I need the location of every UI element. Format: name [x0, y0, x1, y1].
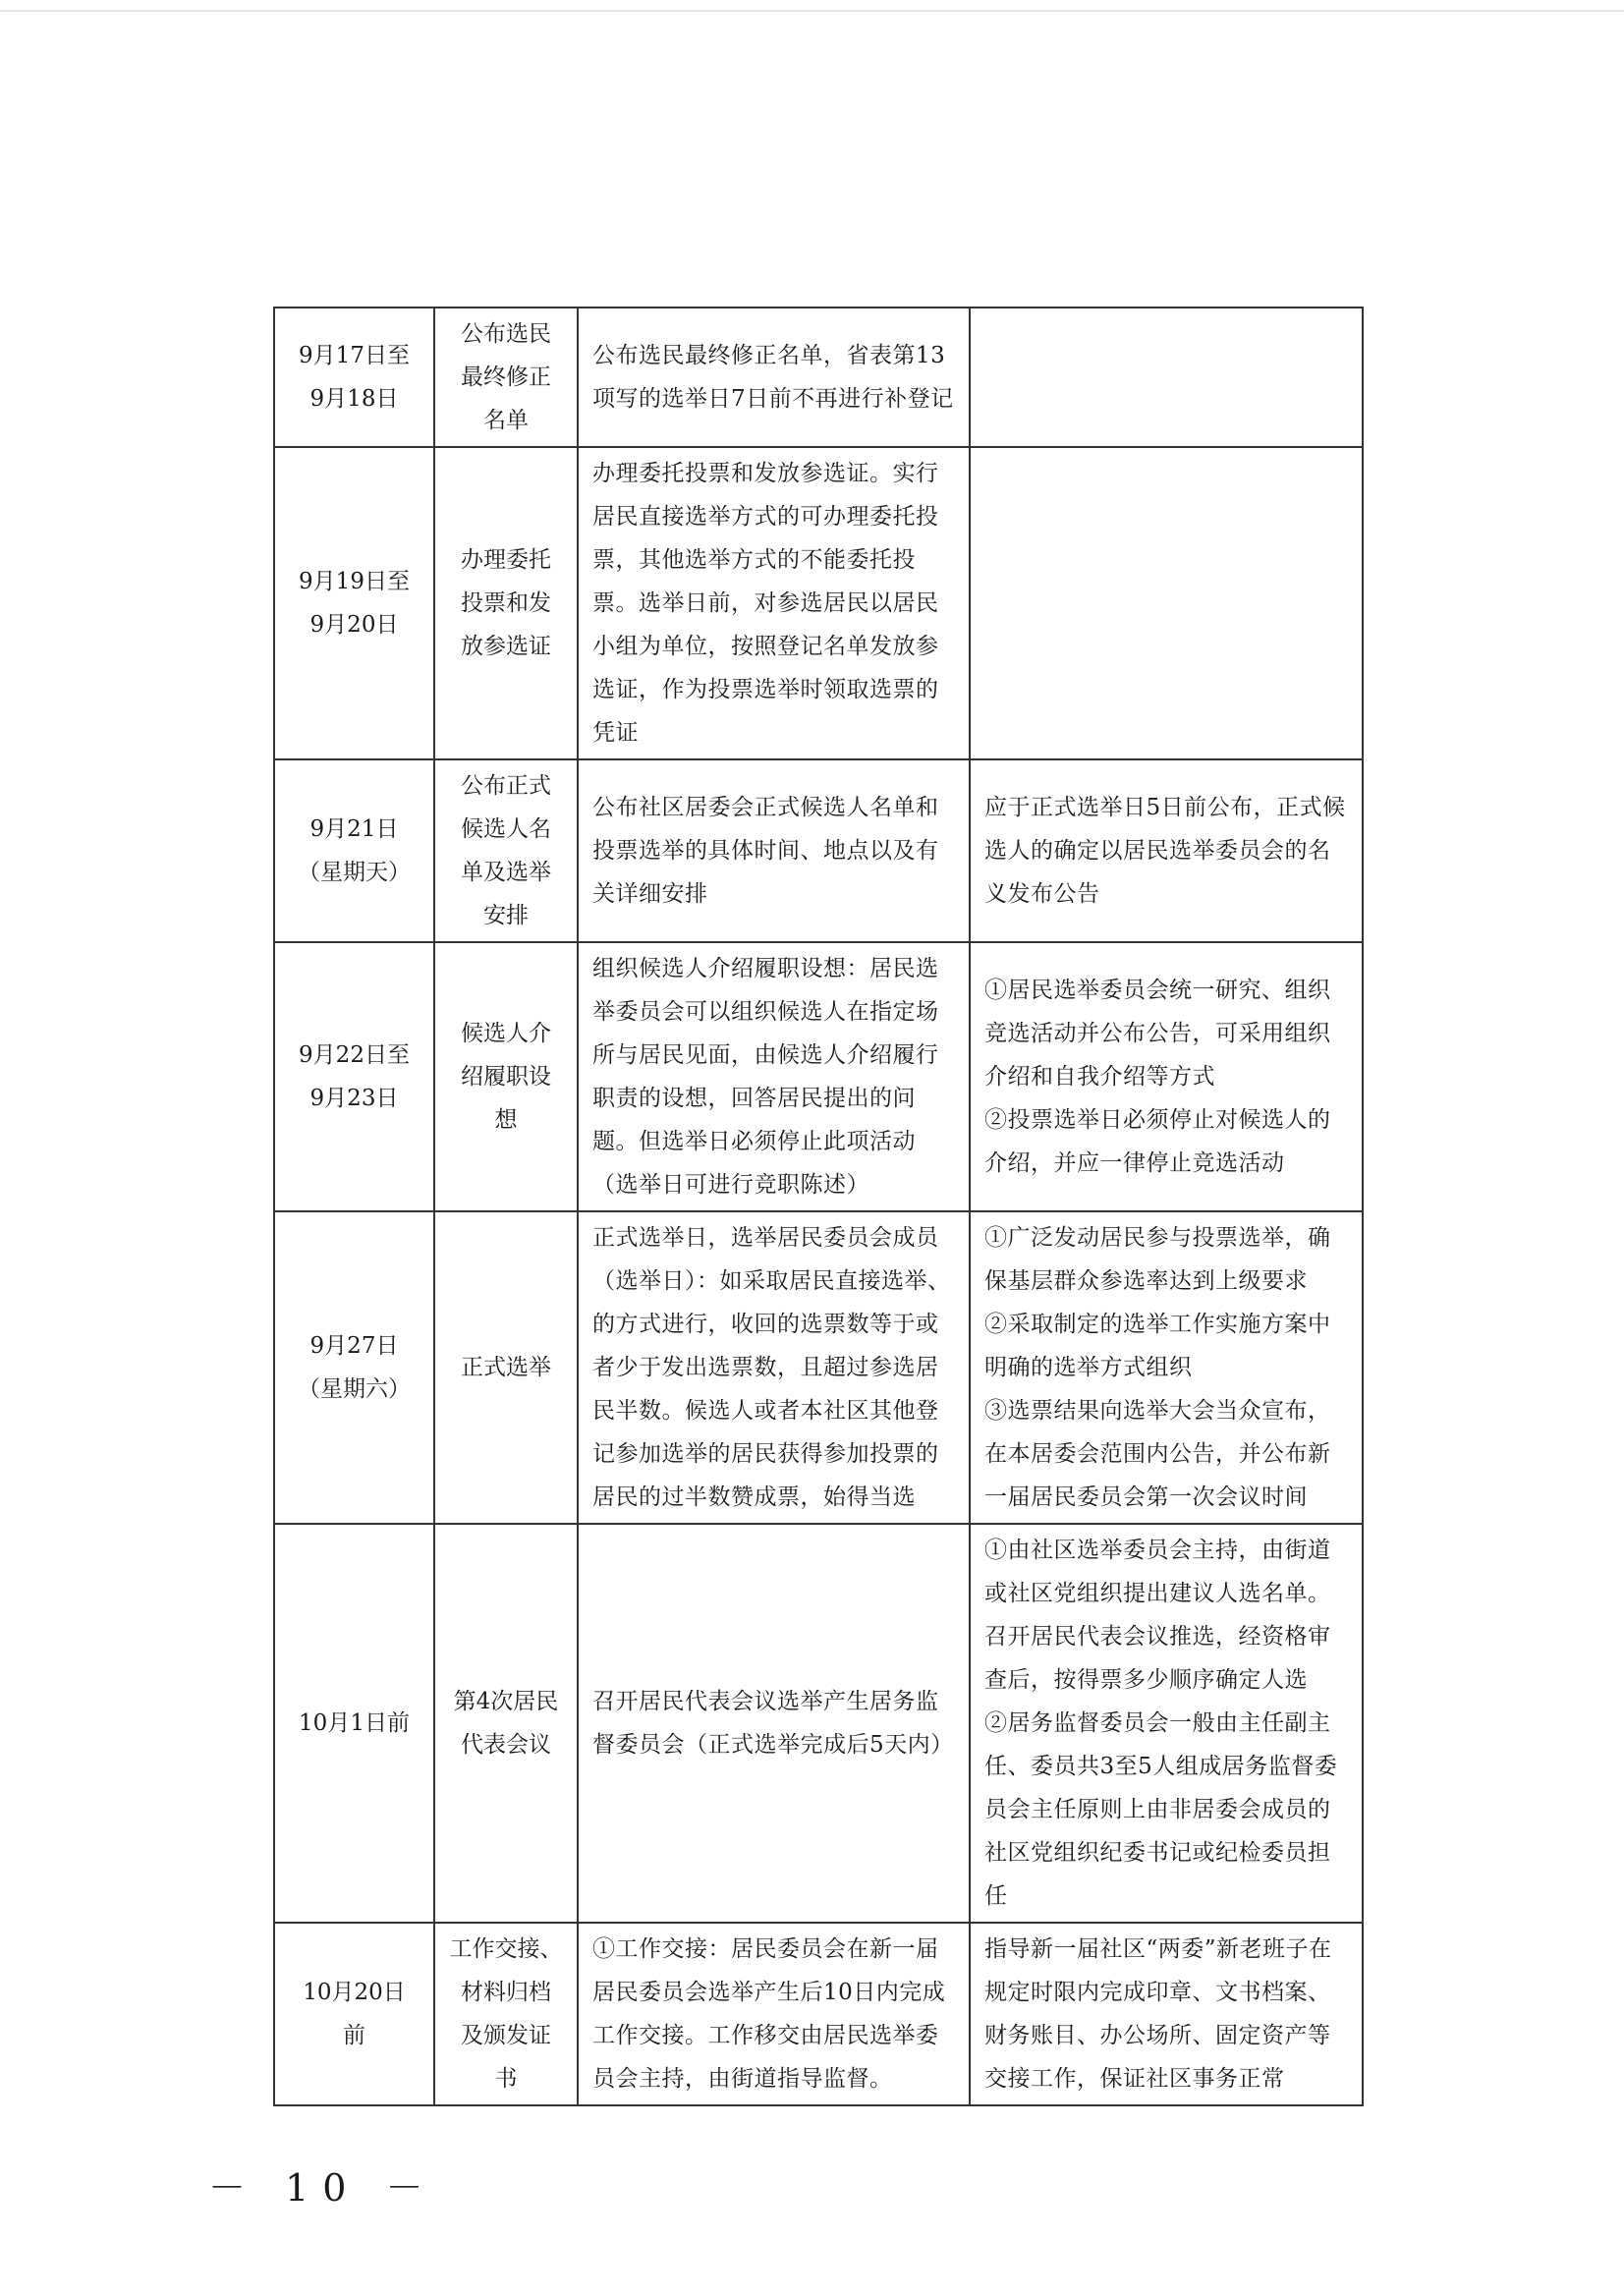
item-cell: 正式选举	[434, 1211, 578, 1524]
date-cell: 9月17日至 9月18日	[274, 308, 434, 447]
page-number: － 10 －	[208, 2166, 437, 2210]
date-cell: 9月21日 （星期天）	[274, 759, 434, 942]
note-cell: ①由社区选举委员会主持，由街道或社区党组织提出建议人选名单。召开居民代表会议推选，经资格审查后，按得票多少顺序确定人选 ②居务监督委员会一般由主任副主任、委员共3至5人组成居务监督委员会主任原则上由非居委会成员的社区党组织纪委书记或纪检委员担任	[970, 1524, 1363, 1923]
date-cell: 10月1日前	[274, 1524, 434, 1923]
item-cell: 公布选民 最终修正 名单	[434, 308, 578, 447]
content-cell: 公布社区居委会正式候选人名单和投票选举的具体时间、地点以及有关详细安排	[578, 759, 970, 942]
table-row	[274, 1211, 1363, 1524]
content-cell: 办理委托投票和发放参选证。实行居民直接选举方式的可办理委托投票，其他选举方式的不能委托投票。选举日前，对参选居民以居民小组为单位，按照登记名单发放参选证，作为投票选举时领取选票的凭证	[578, 447, 970, 759]
table-row	[274, 308, 1363, 447]
table-row	[274, 759, 1363, 942]
note-cell	[970, 447, 1363, 759]
date-cell: 9月22日至 9月23日	[274, 942, 434, 1211]
table-row	[274, 447, 1363, 759]
note-cell: 指导新一届社区“两委”新老班子在规定时限内完成印章、文书档案、财务账目、办公场所、固定资产等交接工作，保证社区事务正常	[970, 1923, 1363, 2105]
content-cell: 组织候选人介绍履职设想：居民选举委员会可以组织候选人在指定场所与居民见面，由候选人介绍履行职责的设想，回答居民提出的问题。但选举日必须停止此项活动（选举日可进行竞职陈述）	[578, 942, 970, 1211]
item-cell: 办理委托 投票和发 放参选证	[434, 447, 578, 759]
note-cell: 应于正式选举日5日前公布，正式候选人的确定以居民选举委员会的名义发布公告	[970, 759, 1363, 942]
note-cell: ①居民选举委员会统一研究、组织竞选活动并公布公告，可采用组织介绍和自我介绍等方式 ②投票选举日必须停止对候选人的介绍，并应一律停止竞选活动	[970, 942, 1363, 1211]
table-row	[274, 1923, 1363, 2105]
item-cell: 候选人介 绍履职设 想	[434, 942, 578, 1211]
item-cell: 公布正式 候选人名 单及选举 安排	[434, 759, 578, 942]
table-row	[274, 1524, 1363, 1923]
date-cell: 9月27日 （星期六）	[274, 1211, 434, 1524]
content-cell: 正式选举日，选举居民委员会成员（选举日）：如采取居民直接选举、的方式进行，收回的选票数等于或者少于发出选票数，且超过参选居民半数。候选人或者本社区其他登记参加选举的居民获得参加投票的居民的过半数赞成票，始得当选	[578, 1211, 970, 1524]
page-top-edge	[0, 10, 1624, 12]
content-cell: 公布选民最终修正名单，省表第13项写的选举日7日前不再进行补登记	[578, 308, 970, 447]
note-cell	[970, 308, 1363, 447]
election-schedule-table	[273, 307, 1364, 2106]
date-cell: 9月19日至 9月20日	[274, 447, 434, 759]
item-cell: 第4次居民 代表会议	[434, 1524, 578, 1923]
content-cell: 召开居民代表会议选举产生居务监督委员会（正式选举完成后5天内）	[578, 1524, 970, 1923]
item-cell: 工作交接、 材料归档 及颁发证 书	[434, 1923, 578, 2105]
table-row	[274, 942, 1363, 1211]
date-cell: 10月20日 前	[274, 1923, 434, 2105]
note-cell: ①广泛发动居民参与投票选举，确保基层群众参选率达到上级要求 ②采取制定的选举工作实施方案中明确的选举方式组织 ③选票结果向选举大会当众宣布，在本居委会范围内公告，并公布新一届居民委员会第一次会议时间	[970, 1211, 1363, 1524]
content-cell: ①工作交接：居民委员会在新一届居民委员会选举产生后10日内完成工作交接。工作移交由居民选举委员会主持，由街道指导监督。	[578, 1923, 970, 2105]
